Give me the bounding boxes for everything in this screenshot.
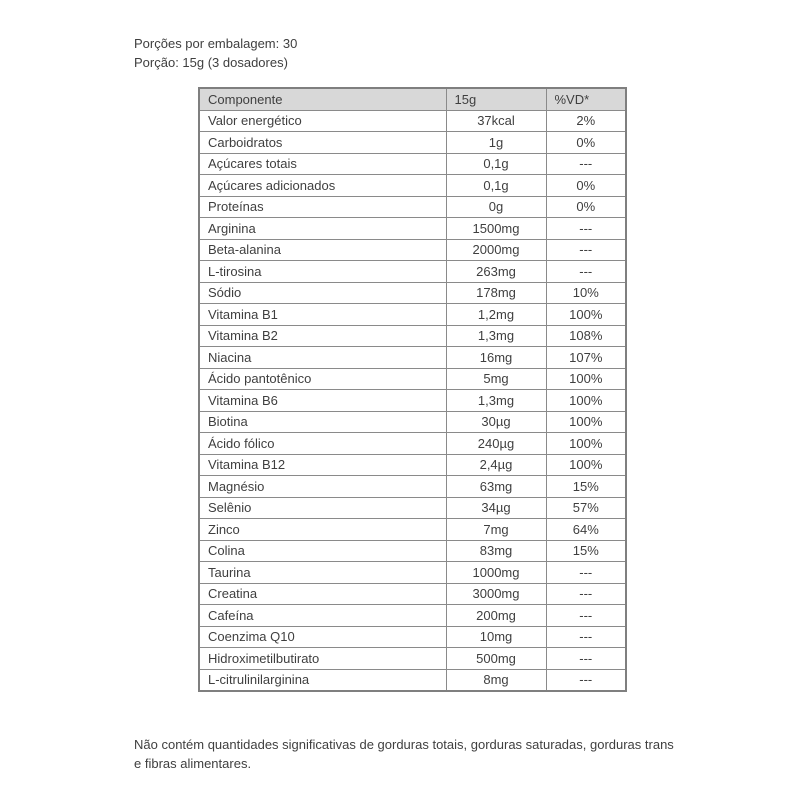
- dv-cell: 100%: [546, 411, 626, 433]
- component-cell: Magnésio: [199, 476, 446, 498]
- component-cell: Vitamina B12: [199, 454, 446, 476]
- amount-cell: 8mg: [446, 669, 546, 691]
- amount-cell: 63mg: [446, 476, 546, 498]
- table-row: [199, 304, 626, 326]
- dv-cell: 2%: [546, 110, 626, 132]
- table-row: [199, 626, 626, 648]
- dv-cell: ---: [546, 626, 626, 648]
- table-row: [199, 368, 626, 390]
- amount-cell: 10mg: [446, 626, 546, 648]
- table-row: [199, 282, 626, 304]
- amount-cell: 2,4µg: [446, 454, 546, 476]
- dv-cell: ---: [546, 669, 626, 691]
- amount-cell: 7mg: [446, 519, 546, 541]
- component-cell: Taurina: [199, 562, 446, 584]
- amount-cell: 2000mg: [446, 239, 546, 261]
- table-row: [199, 239, 626, 261]
- table-row: [199, 540, 626, 562]
- serving-info: [134, 34, 297, 72]
- dv-cell: 15%: [546, 476, 626, 498]
- component-cell: Ácido fólico: [199, 433, 446, 455]
- dv-cell: 0%: [546, 132, 626, 154]
- component-cell: Zinco: [199, 519, 446, 541]
- component-cell: Creatina: [199, 583, 446, 605]
- table-row: [199, 497, 626, 519]
- table-row: [199, 454, 626, 476]
- amount-cell: 200mg: [446, 605, 546, 627]
- component-cell: Selênio: [199, 497, 446, 519]
- dv-cell: 100%: [546, 368, 626, 390]
- header-15g: 15g: [446, 88, 546, 110]
- table-row: [199, 476, 626, 498]
- dv-cell: 0%: [546, 175, 626, 197]
- dv-cell: ---: [546, 153, 626, 175]
- amount-cell: 178mg: [446, 282, 546, 304]
- table-row: [199, 175, 626, 197]
- table-row: [199, 648, 626, 670]
- amount-cell: 16mg: [446, 347, 546, 369]
- amount-cell: 0,1g: [446, 153, 546, 175]
- dv-cell: 107%: [546, 347, 626, 369]
- component-cell: Beta-alanina: [199, 239, 446, 261]
- component-cell: Vitamina B2: [199, 325, 446, 347]
- table-row: [199, 218, 626, 240]
- table-row: [199, 110, 626, 132]
- amount-cell: 30µg: [446, 411, 546, 433]
- amount-cell: 1,2mg: [446, 304, 546, 326]
- amount-cell: 1500mg: [446, 218, 546, 240]
- component-cell: Niacina: [199, 347, 446, 369]
- dv-cell: 108%: [546, 325, 626, 347]
- table-row: [199, 519, 626, 541]
- dv-cell: 57%: [546, 497, 626, 519]
- table-row: [199, 390, 626, 412]
- amount-cell: 500mg: [446, 648, 546, 670]
- component-cell: L-citrulinilarginina: [199, 669, 446, 691]
- table-row: [199, 347, 626, 369]
- amount-cell: 0,1g: [446, 175, 546, 197]
- table-row: [199, 196, 626, 218]
- table-row: [199, 433, 626, 455]
- dv-cell: ---: [546, 605, 626, 627]
- dv-cell: 10%: [546, 282, 626, 304]
- component-cell: Coenzima Q10: [199, 626, 446, 648]
- component-cell: Açúcares adicionados: [199, 175, 446, 197]
- amount-cell: 240µg: [446, 433, 546, 455]
- table-row: [199, 411, 626, 433]
- component-cell: L-tirosina: [199, 261, 446, 283]
- dv-cell: 15%: [546, 540, 626, 562]
- amount-cell: 1,3mg: [446, 390, 546, 412]
- component-cell: Colina: [199, 540, 446, 562]
- component-cell: Arginina: [199, 218, 446, 240]
- table-row: [199, 153, 626, 175]
- dv-cell: 100%: [546, 390, 626, 412]
- table-row: [199, 261, 626, 283]
- component-cell: Biotina: [199, 411, 446, 433]
- component-cell: Valor energético: [199, 110, 446, 132]
- amount-cell: 5mg: [446, 368, 546, 390]
- amount-cell: 37kcal: [446, 110, 546, 132]
- dv-cell: ---: [546, 239, 626, 261]
- component-cell: Cafeína: [199, 605, 446, 627]
- dv-cell: ---: [546, 648, 626, 670]
- footnote: Não contém quantidades significativas de gorduras totais, gorduras saturadas, gorduras trans e fibras alimentares.: [134, 737, 674, 771]
- dv-cell: ---: [546, 218, 626, 240]
- dv-cell: ---: [546, 562, 626, 584]
- amount-cell: 1000mg: [446, 562, 546, 584]
- component-cell: Ácido pantotênico: [199, 368, 446, 390]
- table-row: [199, 562, 626, 584]
- amount-cell: 1,3mg: [446, 325, 546, 347]
- amount-cell: 34µg: [446, 497, 546, 519]
- servings-per-package: Porções por embalagem: 30: [134, 36, 298, 51]
- dv-cell: 100%: [546, 433, 626, 455]
- amount-cell: 263mg: [446, 261, 546, 283]
- table-header-row: [199, 88, 626, 110]
- table-row: [199, 132, 626, 154]
- table-row: [199, 325, 626, 347]
- amount-cell: 1g: [446, 132, 546, 154]
- dv-cell: 100%: [546, 454, 626, 476]
- component-cell: Hidroximetilbutirato: [199, 648, 446, 670]
- header-vd: %VD*: [546, 88, 626, 110]
- component-cell: Vitamina B6: [199, 390, 446, 412]
- component-cell: Açúcares totais: [199, 153, 446, 175]
- component-cell: Proteínas: [199, 196, 446, 218]
- dv-cell: ---: [546, 583, 626, 605]
- amount-cell: 0g: [446, 196, 546, 218]
- header-componente: Componente: [199, 88, 446, 110]
- amount-cell: 83mg: [446, 540, 546, 562]
- dv-cell: 0%: [546, 196, 626, 218]
- nutrition-table: [198, 87, 627, 692]
- amount-cell: 3000mg: [446, 583, 546, 605]
- dv-cell: ---: [546, 261, 626, 283]
- component-cell: Sódio: [199, 282, 446, 304]
- table-row: [199, 605, 626, 627]
- component-cell: Vitamina B1: [199, 304, 446, 326]
- dv-cell: 64%: [546, 519, 626, 541]
- dv-cell: 100%: [546, 304, 626, 326]
- component-cell: Carboidratos: [199, 132, 446, 154]
- portion-size: Porção: 15g (3 dosadores): [134, 55, 288, 70]
- table-row: [199, 583, 626, 605]
- table-row: [199, 669, 626, 691]
